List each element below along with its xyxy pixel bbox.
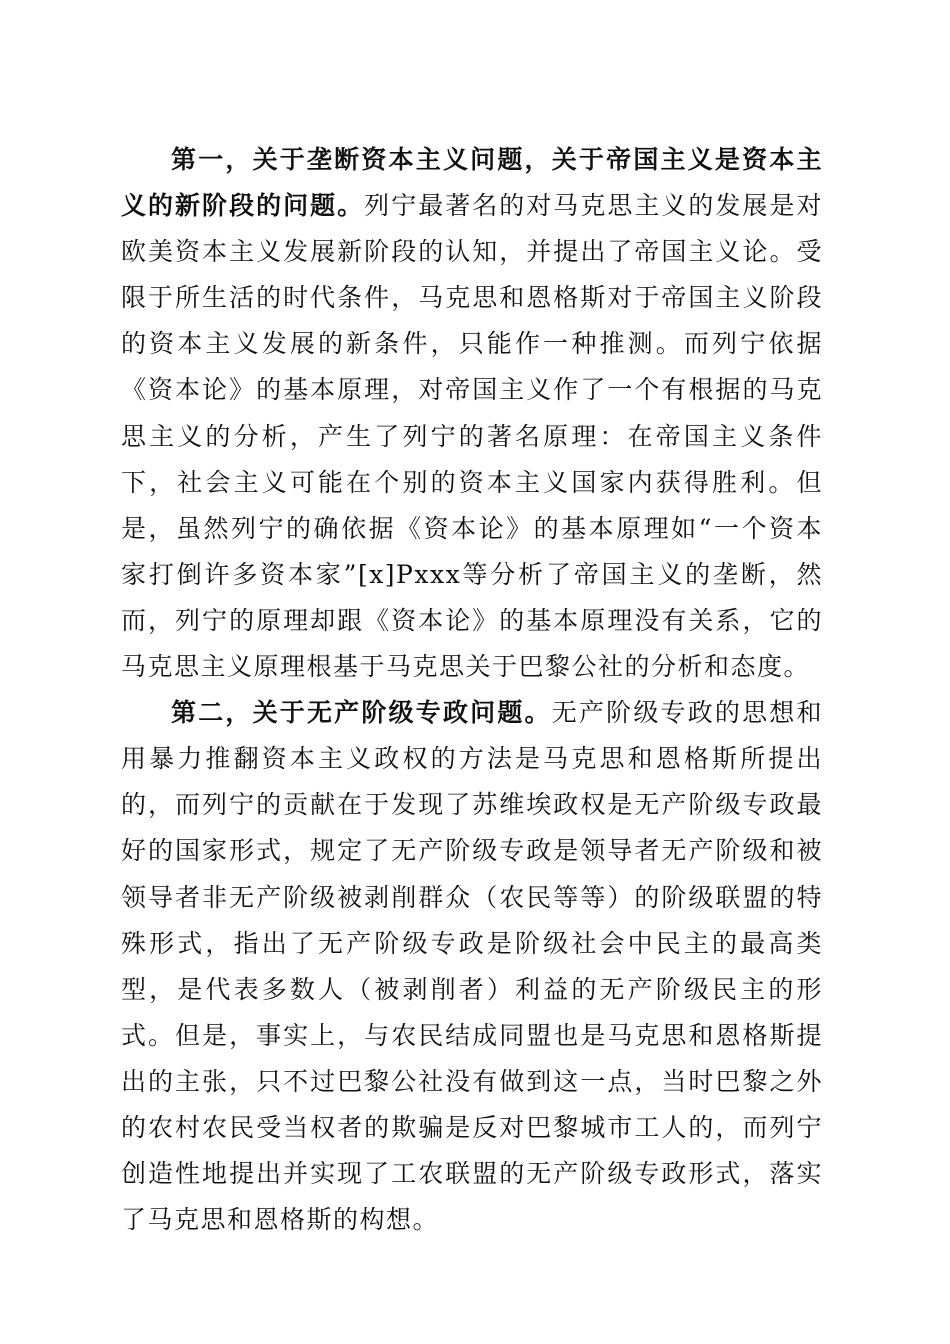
document-body	[121, 137, 823, 1243]
paragraph-lead-heading: 第二，关于无产阶级专政问题。	[171, 698, 552, 728]
paragraph-proletarian-dictatorship	[121, 690, 823, 1243]
paragraph-body-text: 无产阶级专政的思想和用暴力推翻资本主义政权的方法是马克思和恩格斯所提出的，而列宁的贡献在于发现了苏维埃政权是无产阶级专政最好的国家形式，规定了无产阶级专政是领导者无产阶级和被领导者非无产阶级被剥削群众（农民等等）的阶级联盟的特殊形式，指出了无产阶级专政是阶级社会中民主的最高类型，是代表多数人（被剥削者）利益的无产阶级民主的形式。但是，事实上，与农民结成同盟也是马克思和恩格斯提出的主张，只不过巴黎公社没有做到这一点，当时巴黎之外的农村农民受当权者的欺骗是反对巴黎城市工人的，而列宁创造性地提出并实现了工农联盟的无产阶级专政形式，落实了马克思和恩格斯的构想。	[121, 698, 823, 1235]
paragraph-body-text: 列宁最著名的对马克思主义的发展是对欧美资本主义发展新阶段的认知，并提出了帝国主义论。受限于所生活的时代条件，马克思和恩格斯对于帝国主义阶段的资本主义发展的新条件，只能作一种推测。而列宁依据《资本论》的基本原理，对帝国主义作了一个有根据的马克思主义的分析，产生了列宁的著名原理：在帝国主义条件下，社会主义可能在个别的资本主义国家内获得胜利。但是，虽然列宁的确依据《资本论》的基本原理如“一个资本家打倒许多资本家”[x]Pxxx等分析了帝国主义的垄断，然而，列宁的原理却跟《资本论》的基本原理没有关系，它的马克思主义原理根基于马克思关于巴黎公社的分析和态度。	[121, 191, 823, 682]
paragraph-lead-heading: 第一，关于垄断资本主义问题，关于帝国主义是资本主义的新阶段的问题。	[121, 145, 823, 221]
paragraph-monopoly-capitalism	[121, 137, 823, 690]
